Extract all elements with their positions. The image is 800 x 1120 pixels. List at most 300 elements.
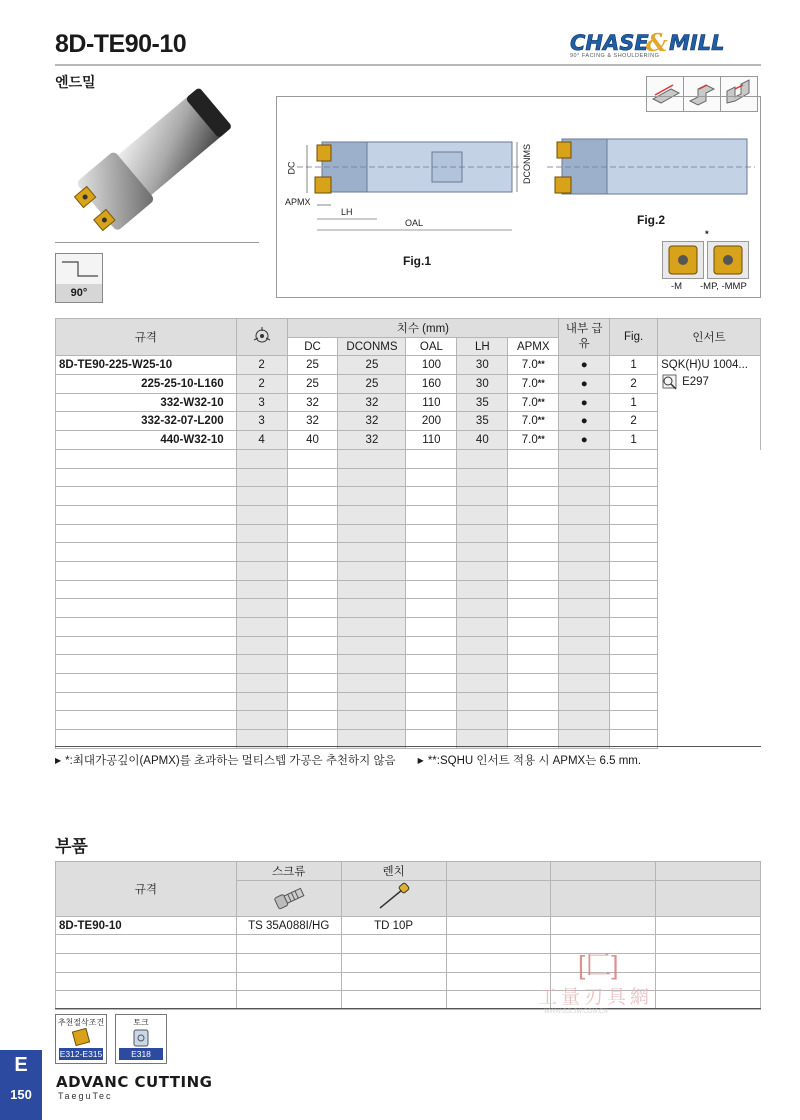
product-category: 엔드밀 xyxy=(55,74,96,90)
empty-cell xyxy=(508,580,559,599)
spec-z: 4 xyxy=(236,431,287,450)
parts-col-empty xyxy=(446,880,551,916)
apmx-value: 7.0 xyxy=(521,415,538,428)
empty-cell xyxy=(559,524,610,543)
empty-cell xyxy=(287,618,338,637)
col-dconms: DCONMS xyxy=(338,337,406,356)
footer-brand xyxy=(56,1073,213,1091)
col-dc: DC xyxy=(287,337,338,356)
empty-cell xyxy=(236,543,287,562)
ref-cutting-conditions[interactable] xyxy=(55,1014,107,1064)
empty-cell xyxy=(610,674,658,693)
empty-cell xyxy=(406,599,457,618)
empty-cell xyxy=(610,636,658,655)
empty-cell xyxy=(338,468,406,487)
empty-cell xyxy=(56,711,237,730)
parts-col-empty xyxy=(551,880,656,916)
parts-col-spec: 규격 xyxy=(56,862,237,917)
brand-logo xyxy=(566,28,764,62)
col-teeth xyxy=(236,319,287,356)
table-row xyxy=(56,505,761,524)
empty-cell xyxy=(56,487,237,506)
parts-screw: TS 35A088I/HG xyxy=(236,916,341,935)
parts-col-empty xyxy=(656,880,761,916)
spec-coolant: ● xyxy=(559,356,610,375)
table-row xyxy=(56,599,761,618)
table-row xyxy=(56,393,761,412)
insert-ref[interactable] xyxy=(661,374,757,390)
apmx-value: 7.0 xyxy=(521,433,538,446)
spec-lh: 35 xyxy=(457,393,508,412)
empty-cell xyxy=(610,580,658,599)
empty-cell xyxy=(56,618,237,637)
insert-m-caption: -M xyxy=(671,281,683,292)
parts-table-bottom-rule xyxy=(55,1008,761,1009)
table-row xyxy=(56,935,761,954)
section-letter: E xyxy=(14,1054,28,1076)
blank-rows xyxy=(56,449,761,748)
insert-mp-thumb xyxy=(707,241,749,279)
insert-star-mark: * xyxy=(705,229,709,240)
empty-cell xyxy=(287,674,338,693)
empty-cell xyxy=(236,636,287,655)
empty-cell xyxy=(559,599,610,618)
empty-cell xyxy=(457,505,508,524)
insert-conditions-icon xyxy=(56,1028,106,1048)
empty-cell xyxy=(56,468,237,487)
empty-cell xyxy=(559,655,610,674)
col-dims-group: 치수 (mm) xyxy=(287,319,559,338)
table-row xyxy=(56,449,761,468)
watermark-url: WWW.GJLJW.COM.CN xyxy=(544,1009,608,1015)
empty-cell xyxy=(457,711,508,730)
empty-cell xyxy=(406,674,457,693)
fig1-label: Fig.1 xyxy=(403,254,432,268)
product-photo xyxy=(70,78,260,243)
col-oal: OAL xyxy=(406,337,457,356)
empty-cell xyxy=(287,468,338,487)
empty-cell xyxy=(559,487,610,506)
table-row xyxy=(56,543,761,562)
empty-cell xyxy=(236,711,287,730)
parts-col-empty xyxy=(551,862,656,881)
empty-cell xyxy=(338,674,406,693)
spec-coolant: ● xyxy=(559,393,610,412)
svg-text:MILL: MILL xyxy=(669,31,725,55)
apmx-mark: ** xyxy=(537,433,545,444)
empty-cell xyxy=(610,449,658,468)
dim-dconms: DCONMS xyxy=(522,144,532,184)
spec-lh: 30 xyxy=(457,375,508,394)
screw-image xyxy=(236,880,341,916)
empty-cell xyxy=(508,468,559,487)
ref-pages: E318 xyxy=(119,1048,163,1060)
dim-dc: DC xyxy=(286,161,297,175)
empty-cell xyxy=(338,636,406,655)
empty-cell xyxy=(559,674,610,693)
footnote-sqhu xyxy=(418,752,641,768)
table-row xyxy=(56,487,761,506)
empty-cell xyxy=(610,711,658,730)
empty-cell xyxy=(338,599,406,618)
table-row xyxy=(56,655,761,674)
footnote-apmx xyxy=(55,752,396,768)
table-row xyxy=(56,561,761,580)
empty-cell xyxy=(406,561,457,580)
empty-cell xyxy=(508,599,559,618)
empty-cell xyxy=(56,543,237,562)
empty-cell xyxy=(559,543,610,562)
bullet-arrow-icon: ▶ xyxy=(417,756,424,766)
empty-cell xyxy=(338,487,406,506)
spec-coolant: ● xyxy=(559,431,610,450)
empty-cell xyxy=(508,487,559,506)
empty-cell xyxy=(236,580,287,599)
empty-cell xyxy=(559,618,610,637)
ref-pages: E312-E315 xyxy=(59,1049,103,1059)
watermark-text: 工量刃具網 xyxy=(538,986,654,1008)
empty-cell xyxy=(508,674,559,693)
parts-name: 8D-TE90-10 xyxy=(56,916,237,935)
spec-name: 440-W32-10 xyxy=(56,431,237,450)
insert-m-thumb xyxy=(662,241,704,279)
ref-torque[interactable] xyxy=(115,1014,167,1064)
parts-col-empty xyxy=(656,862,761,881)
empty-cell xyxy=(236,618,287,637)
empty-cell xyxy=(338,449,406,468)
table-row xyxy=(56,375,761,394)
col-lh: LH xyxy=(457,337,508,356)
table-row xyxy=(56,618,761,637)
magnifier-icon xyxy=(661,374,679,390)
empty-cell xyxy=(559,711,610,730)
empty-cell xyxy=(56,505,237,524)
col-insert: 인서트 xyxy=(658,319,761,356)
spec-z: 3 xyxy=(236,412,287,431)
empty-cell xyxy=(559,580,610,599)
table-row xyxy=(56,468,761,487)
spec-z: 2 xyxy=(236,375,287,394)
screw-icon xyxy=(269,882,309,912)
empty-cell xyxy=(406,655,457,674)
dim-oal: OAL xyxy=(405,218,424,228)
empty-cell xyxy=(457,561,508,580)
empty-cell xyxy=(236,692,287,711)
spec-lh: 40 xyxy=(457,431,508,450)
empty-cell xyxy=(508,449,559,468)
empty-cell xyxy=(56,692,237,711)
table-row xyxy=(56,954,761,973)
spec-name: 8D-TE90-225-W25-10 xyxy=(56,356,237,375)
empty-cell xyxy=(559,468,610,487)
dim-lh: LH xyxy=(341,207,353,217)
col-apmx: APMX xyxy=(508,337,559,356)
empty-cell xyxy=(406,711,457,730)
parts-empty xyxy=(446,916,551,935)
parts-table xyxy=(55,861,761,1010)
empty-cell xyxy=(457,655,508,674)
footnotes xyxy=(55,752,641,768)
empty-cell xyxy=(457,580,508,599)
empty-cell xyxy=(56,524,237,543)
empty-cell xyxy=(508,561,559,580)
angle-label: 90° xyxy=(56,284,102,302)
empty-cell xyxy=(56,449,237,468)
parts-title: 부품 xyxy=(55,837,88,856)
photo-divider xyxy=(55,242,259,243)
empty-cell xyxy=(406,618,457,637)
empty-cell xyxy=(559,636,610,655)
empty-cell xyxy=(457,636,508,655)
spec-table-bottom-rule xyxy=(55,746,761,747)
spec-dconms: 32 xyxy=(338,393,406,412)
table-row xyxy=(56,674,761,693)
spec-fig: 1 xyxy=(610,356,658,375)
empty-cell xyxy=(406,692,457,711)
empty-cell xyxy=(287,487,338,506)
spec-dconms: 25 xyxy=(338,375,406,394)
empty-cell xyxy=(236,468,287,487)
empty-cell xyxy=(287,543,338,562)
empty-cell xyxy=(457,468,508,487)
technical-diagram xyxy=(276,96,761,298)
empty-cell xyxy=(508,543,559,562)
page-title: 8D-TE90-10 xyxy=(55,30,187,58)
empty-cell xyxy=(610,599,658,618)
spec-apmx xyxy=(508,412,559,431)
empty-cell xyxy=(406,449,457,468)
apmx-mark: ** xyxy=(537,359,545,370)
empty-cell xyxy=(610,487,658,506)
spec-fig: 1 xyxy=(610,393,658,412)
empty-cell xyxy=(287,711,338,730)
spec-table xyxy=(55,318,761,749)
spec-dconms: 25 xyxy=(338,356,406,375)
table-row xyxy=(56,524,761,543)
empty-cell xyxy=(406,487,457,506)
empty-cell xyxy=(610,505,658,524)
empty-cell xyxy=(287,524,338,543)
svg-text:CHASE: CHASE xyxy=(570,31,649,55)
empty-cell xyxy=(457,674,508,693)
spec-name: 225-25-10-L160 xyxy=(56,375,237,394)
empty-cell xyxy=(406,468,457,487)
table-row xyxy=(56,711,761,730)
empty-cell xyxy=(610,468,658,487)
angle-badge xyxy=(55,253,103,303)
svg-text:&: & xyxy=(646,28,668,57)
spec-dconms: 32 xyxy=(338,431,406,450)
empty-cell xyxy=(287,655,338,674)
apmx-value: 7.0 xyxy=(521,396,538,409)
empty-cell xyxy=(559,449,610,468)
col-coolant: 내부 급유 xyxy=(559,319,610,356)
empty-cell xyxy=(610,543,658,562)
empty-cell xyxy=(457,524,508,543)
empty-cell xyxy=(236,449,287,468)
bullet-arrow-icon: ▶ xyxy=(55,756,62,766)
footer-brand-sub: TaeguTec xyxy=(58,1091,113,1101)
empty-cell xyxy=(236,487,287,506)
table-row xyxy=(56,412,761,431)
col-spec: 규격 xyxy=(56,319,237,356)
empty-cell xyxy=(559,692,610,711)
insert-mp-caption: -MP, -MMP xyxy=(700,281,747,292)
insert-code: SQK(H)U 1004... xyxy=(661,359,748,372)
table-row xyxy=(56,991,761,1010)
empty-cell xyxy=(559,505,610,524)
empty-cell xyxy=(236,561,287,580)
title-rule xyxy=(55,64,761,66)
spec-z: 2 xyxy=(236,356,287,375)
empty-cell xyxy=(56,561,237,580)
table-row xyxy=(56,356,761,375)
empty-cell xyxy=(559,561,610,580)
empty-cell xyxy=(338,618,406,637)
empty-cell xyxy=(457,543,508,562)
dim-apmx: APMX xyxy=(285,197,311,207)
empty-cell xyxy=(610,524,658,543)
empty-cell xyxy=(338,655,406,674)
spec-apmx xyxy=(508,356,559,375)
empty-cell xyxy=(406,636,457,655)
empty-cell xyxy=(508,636,559,655)
spec-lh: 30 xyxy=(457,356,508,375)
spec-z: 3 xyxy=(236,393,287,412)
shoulder-angle-icon xyxy=(56,254,102,284)
spec-dconms: 32 xyxy=(338,412,406,431)
spec-coolant: ● xyxy=(559,375,610,394)
ref-caption: 추천절삭조건 xyxy=(57,1018,105,1027)
section-tab xyxy=(0,1050,42,1120)
spec-apmx xyxy=(508,431,559,450)
empty-cell xyxy=(287,505,338,524)
parts-col-screw: 스크류 xyxy=(236,862,341,881)
insert-page-ref: E297 xyxy=(682,376,709,389)
empty-cell xyxy=(406,543,457,562)
brand-tagline: 90° FACING & SHOULDERING xyxy=(570,53,660,59)
col-fig: Fig. xyxy=(610,319,658,356)
empty-cell xyxy=(287,599,338,618)
table-row xyxy=(56,636,761,655)
empty-cell xyxy=(457,692,508,711)
empty-cell xyxy=(338,580,406,599)
spec-oal: 100 xyxy=(406,356,457,375)
spec-lh: 35 xyxy=(457,412,508,431)
spec-name: 332-W32-10 xyxy=(56,393,237,412)
spec-name: 332-32-07-L200 xyxy=(56,412,237,431)
empty-cell xyxy=(338,692,406,711)
page-number: 150 xyxy=(10,1087,32,1102)
empty-cell xyxy=(287,561,338,580)
apmx-mark: ** xyxy=(537,396,545,407)
empty-cell xyxy=(508,655,559,674)
empty-cell xyxy=(236,524,287,543)
empty-cell xyxy=(236,505,287,524)
footer-brand-text: ADVANC CUTTING xyxy=(56,1073,213,1091)
table-row xyxy=(56,431,761,450)
spec-oal: 160 xyxy=(406,375,457,394)
spec-oal: 110 xyxy=(406,431,457,450)
empty-cell xyxy=(338,543,406,562)
spec-dc: 32 xyxy=(287,412,338,431)
empty-cell xyxy=(508,692,559,711)
spec-fig: 2 xyxy=(610,412,658,431)
empty-cell xyxy=(338,711,406,730)
spec-oal: 200 xyxy=(406,412,457,431)
parts-empty xyxy=(656,916,761,935)
table-row xyxy=(56,692,761,711)
spec-dc: 40 xyxy=(287,431,338,450)
empty-cell xyxy=(610,561,658,580)
empty-cell xyxy=(508,505,559,524)
apmx-value: 7.0 xyxy=(521,359,538,372)
empty-cell xyxy=(610,692,658,711)
parts-col-wrench: 렌치 xyxy=(341,862,446,881)
parts-empty xyxy=(551,916,656,935)
empty-cell xyxy=(287,692,338,711)
empty-cell xyxy=(236,655,287,674)
spec-fig: 2 xyxy=(610,375,658,394)
empty-cell xyxy=(610,655,658,674)
empty-cell xyxy=(406,505,457,524)
spec-dc: 25 xyxy=(287,375,338,394)
parts-col-empty xyxy=(446,862,551,881)
table-row xyxy=(56,916,761,935)
empty-cell xyxy=(338,505,406,524)
table-row xyxy=(56,972,761,991)
empty-cell xyxy=(56,599,237,618)
watermark xyxy=(538,945,653,1015)
torque-wrench-icon xyxy=(116,1028,166,1048)
empty-cell xyxy=(56,580,237,599)
empty-cell xyxy=(406,580,457,599)
empty-cell xyxy=(287,636,338,655)
empty-cell xyxy=(457,449,508,468)
spec-coolant: ● xyxy=(559,412,610,431)
empty-cell xyxy=(287,449,338,468)
apmx-mark: ** xyxy=(537,415,545,426)
spec-fig: 1 xyxy=(610,431,658,450)
empty-cell xyxy=(338,561,406,580)
table-row xyxy=(56,580,761,599)
empty-cell xyxy=(508,524,559,543)
insert-info-cell xyxy=(658,356,761,449)
empty-cell xyxy=(610,618,658,637)
empty-cell xyxy=(56,636,237,655)
apmx-mark: ** xyxy=(537,377,545,388)
empty-cell xyxy=(457,618,508,637)
spec-apmx xyxy=(508,375,559,394)
spec-dc: 32 xyxy=(287,393,338,412)
empty-cell xyxy=(287,580,338,599)
parts-wrench: TD 10P xyxy=(341,916,446,935)
spec-dc: 25 xyxy=(287,356,338,375)
watermark-logo-icon: [匚] xyxy=(578,950,619,980)
insert-count-icon xyxy=(252,326,272,346)
empty-cell xyxy=(236,674,287,693)
empty-cell xyxy=(236,599,287,618)
spec-oal: 110 xyxy=(406,393,457,412)
fig2-label: Fig.2 xyxy=(637,213,666,227)
empty-cell xyxy=(56,655,237,674)
footnote-sqhu-text: **:SQHU 인서트 적용 시 APMX는 6.5 mm. xyxy=(427,755,642,767)
empty-cell xyxy=(457,487,508,506)
empty-cell xyxy=(508,711,559,730)
spec-apmx xyxy=(508,393,559,412)
empty-cell xyxy=(508,618,559,637)
footnote-apmx-text: *:최대가공깊이(APMX)를 초과하는 멀티스텝 가공은 추천하지 않음 xyxy=(65,755,396,767)
